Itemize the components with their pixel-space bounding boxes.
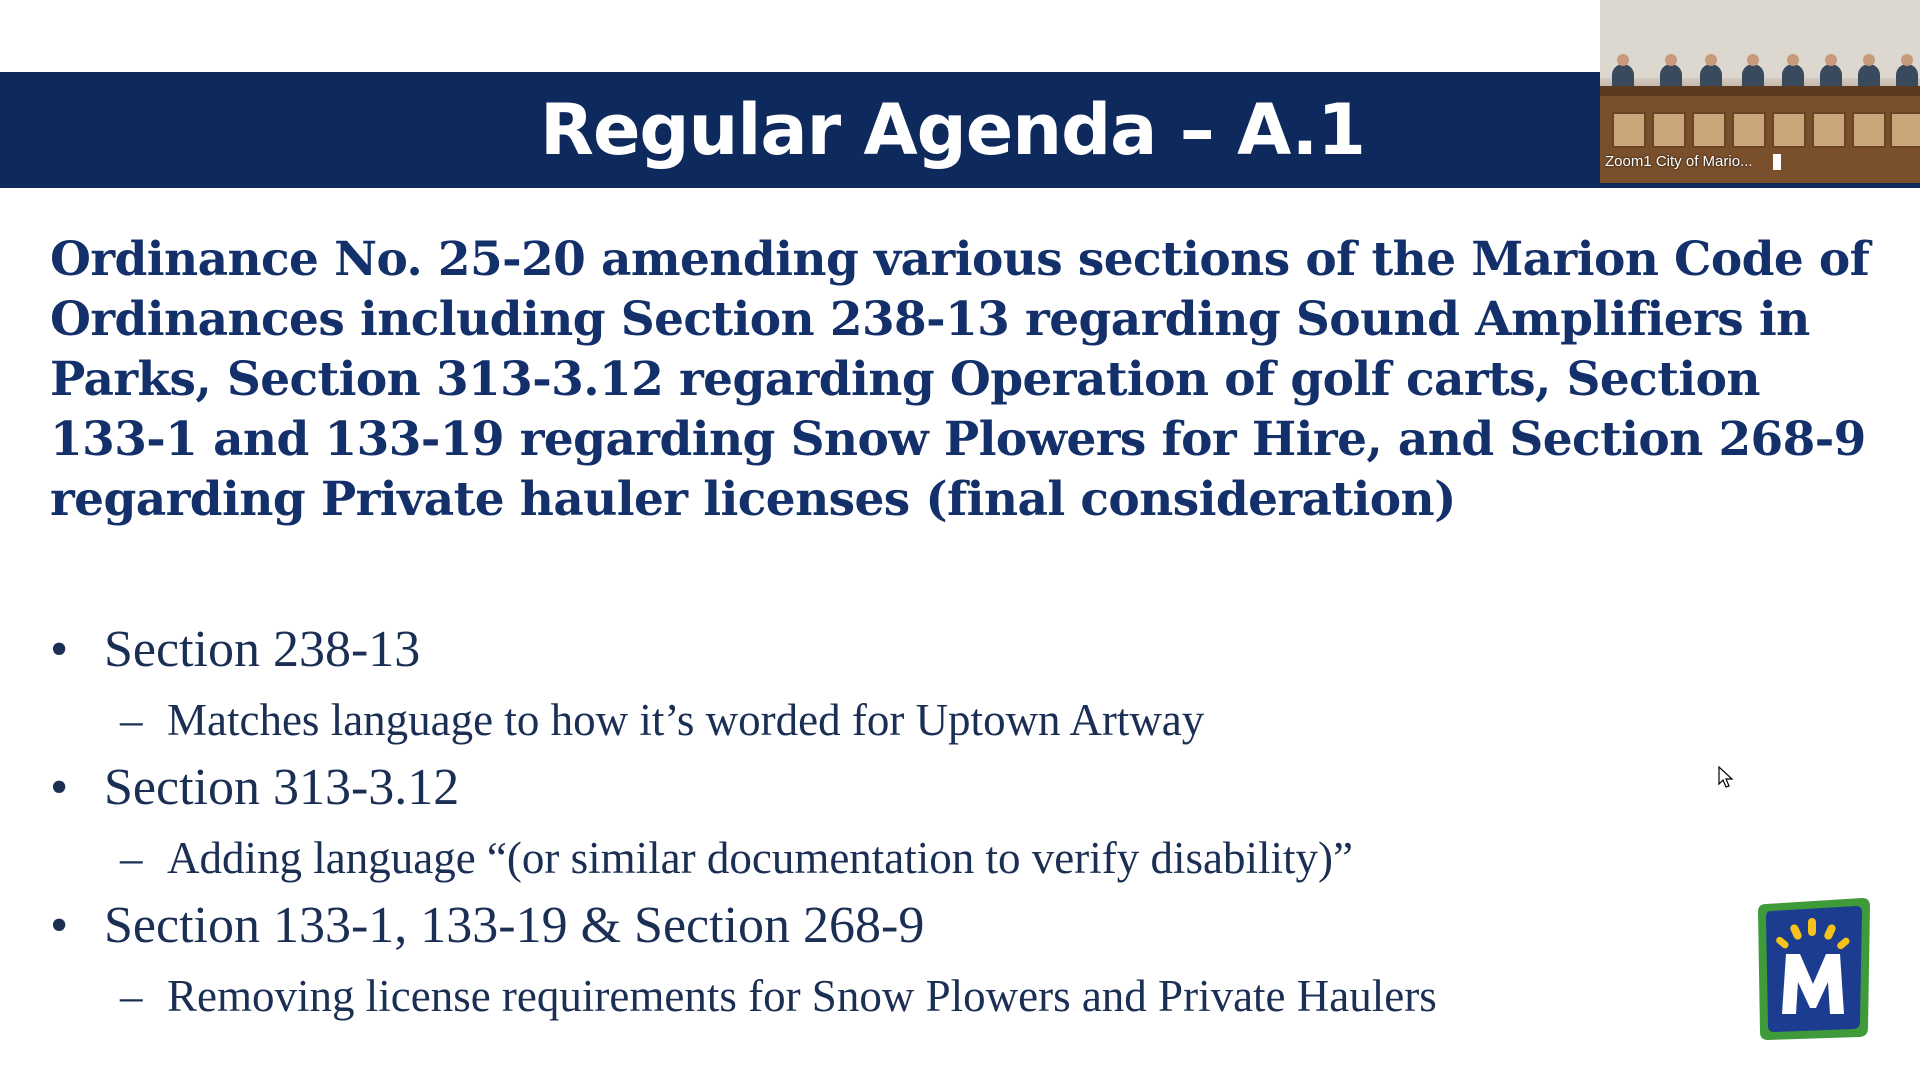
video-dais-panel bbox=[1652, 112, 1686, 148]
dash-icon: – bbox=[120, 833, 143, 883]
video-dais-panel bbox=[1890, 112, 1920, 148]
bullet-item bbox=[50, 620, 420, 680]
participant-status-icon bbox=[1773, 154, 1781, 170]
video-dais-panel bbox=[1812, 112, 1846, 148]
bullet-icon: • bbox=[50, 759, 69, 816]
video-dais-panel bbox=[1732, 112, 1766, 148]
bullet-item bbox=[50, 896, 924, 956]
bullet-label: Section 133-1, 133-19 & Section 268-9 bbox=[104, 897, 925, 954]
city-of-marion-logo bbox=[1752, 896, 1874, 1042]
sub-bullet-text: Adding language “(or similar documentation to verify disability)” bbox=[167, 833, 1353, 883]
video-dais-panel bbox=[1852, 112, 1886, 148]
ordinance-heading: Ordinance No. 25-20 amending various sections of the Marion Code of Ordinances including Section 238-13 regarding Sound Amplifiers in Parks, Section 313-3.12 regarding Operation of golf carts, Section 133-1 and 133-19 regarding Snow Plowers for Hire, and Section 268-9 regarding Private hauler licenses (final consideration) bbox=[50, 232, 1870, 527]
video-dais-panel bbox=[1692, 112, 1726, 148]
video-dais-panel bbox=[1612, 112, 1646, 148]
sub-bullet-item bbox=[120, 968, 1437, 1024]
bullet-label: Section 238-13 bbox=[104, 621, 421, 678]
bullet-icon: • bbox=[50, 621, 69, 678]
sub-bullet-item bbox=[120, 830, 1353, 886]
dash-icon: – bbox=[120, 971, 143, 1021]
bullet-item bbox=[50, 758, 459, 818]
video-dais-panel bbox=[1772, 112, 1806, 148]
bullet-icon: • bbox=[50, 897, 69, 954]
participant-name-label: Zoom1 City of Mario... bbox=[1605, 153, 1753, 170]
dash-icon: – bbox=[120, 695, 143, 745]
sub-bullet-text: Removing license requirements for Snow Plowers and Private Haulers bbox=[167, 971, 1437, 1021]
sub-bullet-text: Matches language to how it’s worded for Uptown Artway bbox=[167, 695, 1205, 745]
bullet-label: Section 313-3.12 bbox=[104, 759, 460, 816]
slide-title: Regular Agenda – A.1 bbox=[540, 89, 1365, 171]
mouse-pointer-icon bbox=[1718, 766, 1736, 790]
sub-bullet-item bbox=[120, 692, 1204, 748]
